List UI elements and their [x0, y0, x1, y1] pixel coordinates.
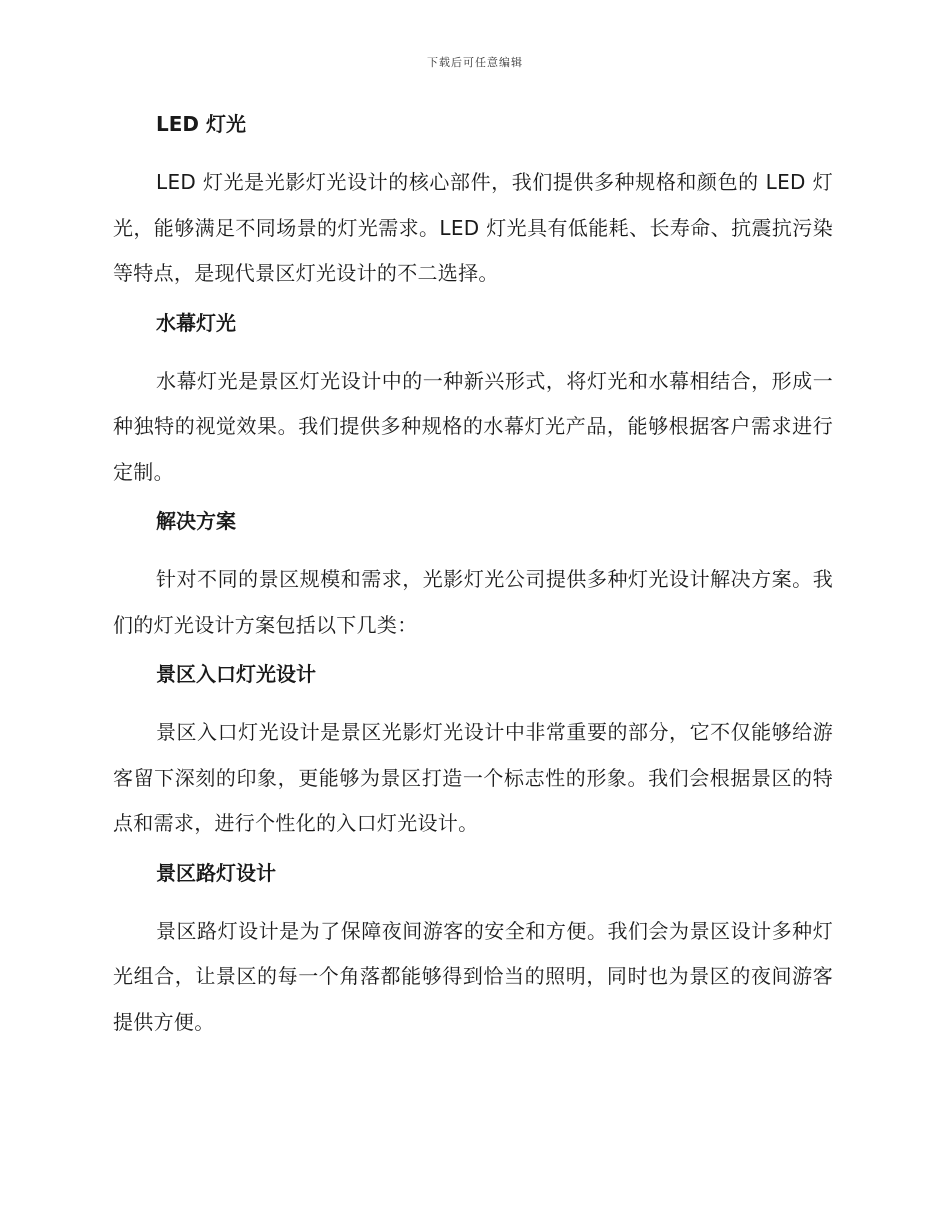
section-heading: LED 灯光 [156, 112, 246, 136]
page-header-note: 下载后可任意编辑 [427, 56, 523, 69]
section-paragraph: 景区入口灯光设计是景区光影灯光设计中非常重要的部分，它不仅能够给游客留下深刻的印象，更能够为景区打造一个标志性的形象。我们会根据景区的特点和需求，进行个性化的入口灯光设计。 [113, 720, 833, 835]
section-paragraph: 景区路灯设计是为了保障夜间游客的安全和方便。我们会为景区设计多种灯光组合，让景区的每一个角落都能够得到恰当的照明，同时也为景区的夜间游客提供方便。 [113, 918, 833, 1034]
section-heading: 解决方案 [156, 509, 236, 533]
section-water-curtain-lighting [113, 309, 833, 496]
section-paragraph: 水幕灯光是景区灯光设计中的一种新兴形式，将灯光和水幕相结合，形成一种独特的视觉效果。我们提供多种规格的水幕灯光产品，能够根据客户需求进行定制。 [113, 368, 833, 484]
section-heading: 水幕灯光 [156, 310, 236, 335]
section-led-lighting [113, 110, 833, 297]
section-heading: 景区路灯设计 [156, 860, 276, 885]
section-solutions [113, 507, 833, 648]
document-body [113, 110, 833, 1057]
section-entrance-lighting [113, 660, 833, 847]
section-streetlight-design [113, 859, 833, 1046]
section-paragraph: 针对不同的景区规模和需求，光影灯光公司提供多种灯光设计解决方案。我们的灯光设计方案包括以下几类： [113, 567, 833, 637]
section-paragraph: LED 灯光是光影灯光设计的核心部件，我们提供多种规格和颜色的 LED 灯光，能够满足不同场景的灯光需求。LED 灯光具有低能耗、长寿命、抗震抗污染等特点，是现代景区灯光设计的不二选择。 [113, 170, 833, 285]
section-heading: 景区入口灯光设计 [156, 662, 316, 686]
